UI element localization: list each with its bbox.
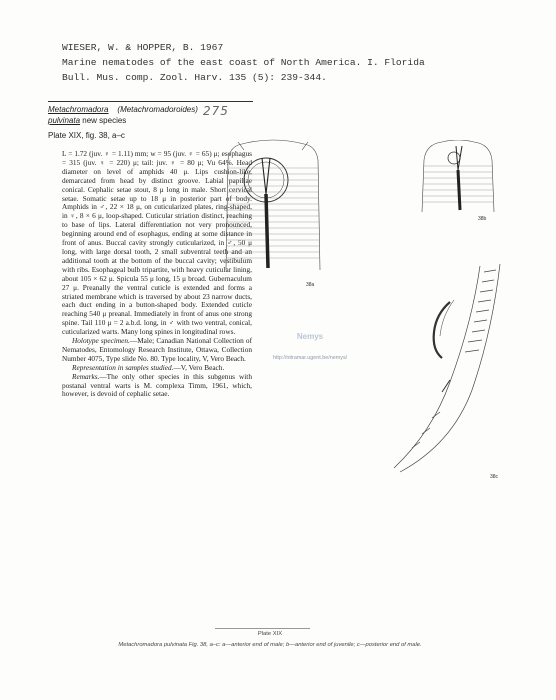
plate-caption [60,631,480,648]
nemys-watermark [255,326,365,382]
representation-label: Representation in samples studied. [72,362,174,372]
figure-38a-label: 38a [306,282,315,288]
species-status: new species [82,116,127,125]
plate-reference: Plate XIX, fig. 38, a–c [48,131,125,140]
holotype-text: —Male; Canadian National Collection of Nematodes, Entomology Research Institute, Ottawa, Collection Number 4075, Type slide No. 80. Type locality, V, Vero Beach. [62,336,253,363]
reference-title: Marine nematodes of the east coast of North America. I. Florida [62,57,425,68]
caption-divider [215,628,310,629]
figure-38c-posterior-male [380,262,510,474]
holotype-paragraph [62,337,252,364]
representation-text: —V, Vero Beach. [173,362,225,372]
watermark-url: http://nitramar.ugent.be/nemys/ [272,355,348,361]
reference-journal: Bull. Mus. comp. Zool. Harv. 135 (5): 239-344. [62,72,327,83]
description-paragraph: L = 1.72 (juv. ♀ = 1.11) mm; w = 95 (juv. ♀ = 65) μ; esophagus = 315 (juv. ♀ = 220) μ; tail: juv. ♀ = 80 μ; Vu 64%. Head diameter on level of amphids 40 μ. Lips cushion-like, demarcated from head by distinct groove. Labial papillae conical. Cephalic setae stout, 8 μ long in male. Short cervical setae. Somatic setae up to 18 μ in posterior part of body. Amphids in ♂, 22 × 18 μ, on cuticularized plates, ring-shaped, in ♀, 8 × 6 μ, loop-shaped. Cuticular striation distinct, reaching to base of lips. Lateral differentiation not very pronounced, beginning around end of esophagus, ending at some distance in front of anus. Buccal cavity strongly cuticularized, in ♂, 50 μ long, with large dorsal tooth, 2 small subventral teeth and an additional tooth at the bottom of the buccal cavity; vestibulum with ribs. Esophageal bulb tripartite, with heavy cuticular lining, about 105 × 62 μ. Spicula 55 μ long, 15 μ broad. Gubernaculum 27 μ. Preanally the ventral cuticle is extended and forms a striated membrane which is traversed by about 23 narrow ducts, each duct ending in a button-shaped body. Extended cuticle reaching 540 μ preanal. Immediately in front of anus one strong spine. Tail 110 μ = 2 a.b.d. long, in ♂ with two ventral, conical, cuticularized warts. Many long spines in longitudinal rows. [62,149,252,337]
figure-38a-anterior-male [222,138,324,270]
holotype-label: Holotype specimen. [72,336,130,346]
handwritten-annotation: 275 [203,104,229,118]
species-name: pulvinata [48,116,81,125]
plate-caption-title: Plate XIX [257,631,283,637]
figure-38c-label: 38c [490,474,499,480]
remarks-label: Remarks. [72,371,100,381]
figure-38b-anterior-juvenile [420,140,496,212]
remarks-text: —The only other species in this subgenus with postanal ventral warts is M. complexa Timm, 1961, which, however, is devoid of cephalic setae. [62,371,252,399]
watermark-logo: Nemys [296,332,324,341]
subgenus-name: (Metachromadoroides) [117,105,198,114]
plate-caption-text: Metachromadora pulvinata Fig. 38, a–c: a—anterior end of male; b—anterior end of juvenile; c—posterior end of male. [118,642,422,648]
genus-name: Metachromadora [48,105,109,114]
reference-authors-year: WIESER, W. & HOPPER, B. 1967 [62,42,224,53]
remarks-paragraph [62,373,252,400]
figure-38b-label: 38b [478,216,487,222]
bibliographic-reference [62,40,532,85]
